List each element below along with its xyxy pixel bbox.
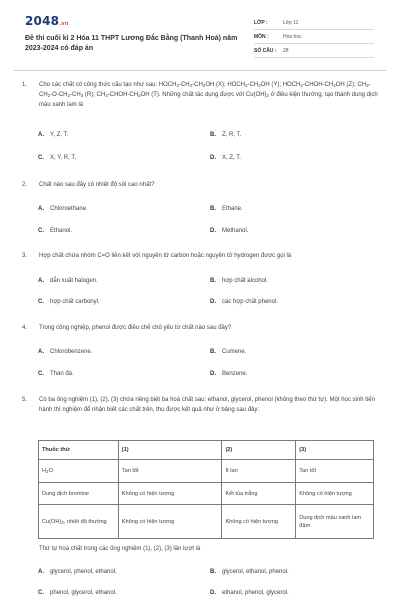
question-1 [22, 80, 382, 110]
meta-count-label: SỐ CÂU : [254, 47, 277, 54]
question-prompt: Thứ tự hoá chất trong các ống nghiệm (1), (2), (3) lần lượt là [39, 546, 201, 552]
option-letter: B. [210, 569, 216, 575]
option-letter: B. [210, 206, 216, 212]
meta-grade-label: LỚP : [254, 19, 268, 26]
table-header-cell: (1) [118, 441, 222, 460]
question-text: Chất nào sau đây có nhiệt độ sôi cao nhất? [39, 182, 155, 188]
question-text: Cho các chất có công thức cấu tạo như sau: $HOCH_2-CH_2-CH_2OH$ (X); $HOCH_2-CH_2OH$ (Y); $HOCH_2-CHOH-CH_2OH$ (Z); $CH_3-CH_2-O-CH_2-CH_3$ (R); $CH_3-CHOH-CH_2OH$ (T). Những chất tác dụng được với $Cu(OH)_2$ ở điều kiện thường, tạo thành dung dịch màu xanh lam là [39, 82, 378, 108]
option-b[interactable] [210, 131, 241, 139]
option-text: Ethanol. [50, 228, 73, 234]
table-row [39, 505, 374, 539]
option-text: dẫn xuất halogen. [50, 278, 98, 284]
option-text: X, Y, R, T. [50, 155, 77, 161]
question-number: 3. [22, 253, 28, 259]
table-header-cell: (2) [222, 441, 296, 460]
page-header [0, 0, 400, 64]
option-text: hợp chất alcohol. [222, 278, 268, 284]
option-letter: A. [38, 206, 44, 212]
question-5-prompt [22, 544, 382, 554]
option-text: Chlorobenzene. [50, 349, 93, 355]
question-number: 1. [22, 82, 28, 88]
option-d[interactable] [210, 589, 289, 597]
exam-title: Đề thi cuối kì 2 Hóa 11 THPT Lương Đắc Bằng (Thanh Hoá) năm 2023-2024 có đáp án [25, 35, 238, 52]
table-cell: Không có hiện tượng [222, 505, 296, 539]
option-a[interactable] [38, 568, 117, 576]
option-c[interactable] [38, 154, 76, 162]
option-a[interactable] [38, 277, 98, 285]
header-divider [14, 70, 386, 71]
logo-suffix: .vn [59, 21, 69, 27]
question-4 [22, 323, 382, 333]
meta-grade-value: Lớp 11 [283, 19, 299, 26]
option-letter: B. [210, 278, 216, 284]
question-5 [22, 395, 382, 415]
meta-count [254, 44, 374, 58]
option-c[interactable] [38, 298, 100, 306]
option-letter: D. [210, 155, 216, 161]
meta-count-value: 28 [283, 47, 289, 54]
option-b[interactable] [210, 568, 289, 576]
meta-subject-value: Hóa học [283, 33, 302, 40]
option-letter: D. [210, 371, 216, 377]
option-letter: D. [210, 228, 216, 234]
option-text: hợp chất carbonyl. [50, 299, 100, 305]
option-letter: A. [38, 132, 44, 138]
table-cell: Không có hiện tượng [118, 505, 222, 539]
option-text: Chloroethane. [50, 206, 88, 212]
question-2 [22, 180, 382, 190]
option-b[interactable] [210, 348, 246, 356]
table-row [39, 483, 374, 505]
table-cell: $H_2O$ [39, 460, 119, 483]
table-cell: Ít tan [222, 460, 296, 483]
question-3 [22, 251, 382, 261]
option-text: phenol, glycerol, ethanol. [50, 590, 117, 596]
option-letter: A. [38, 349, 44, 355]
table-row [39, 460, 374, 483]
option-letter: B. [210, 132, 216, 138]
question-text: Trong công nghiệp, phenol được điều chế chủ yếu từ chất nào sau đây? [39, 325, 232, 331]
results-table [38, 440, 374, 539]
option-c[interactable] [38, 370, 74, 378]
option-a[interactable] [38, 131, 68, 139]
question-text: Có ba ống nghiệm (1), (2), (3) chứa riêng biệt ba hoá chất sau: ethanol, glycerol, phenol (không theo thứ tự). Một học sinh tiến hành thí nghiệm để nhận biết các chất trên, thu được kết quả như ở bảng sau đây: [39, 397, 375, 413]
option-a[interactable] [38, 348, 92, 356]
option-d[interactable] [210, 154, 241, 162]
option-letter: C. [38, 155, 44, 161]
option-text: Ethane. [222, 206, 243, 212]
option-text: glycerol, phenol, ethanol. [50, 569, 117, 575]
option-b[interactable] [210, 277, 268, 285]
option-letter: D. [210, 299, 216, 305]
option-d[interactable] [210, 298, 278, 306]
table-cell: Tan tốt [118, 460, 222, 483]
option-text: Z, R, T. [222, 132, 242, 138]
question-number: 2. [22, 182, 28, 188]
table-cell: Kết tủa trắng [222, 483, 296, 505]
question-text: Hợp chất chứa nhóm C=O liên kết với nguyên tử carbon hoặc nguyên tử hydrogen được gọi là [39, 253, 292, 259]
option-text: Methanol. [222, 228, 249, 234]
table-cell: Tan tốt [296, 460, 374, 483]
option-letter: D. [210, 590, 216, 596]
option-c[interactable] [38, 589, 117, 597]
meta-grade [254, 16, 374, 30]
option-text: glycerol, ethanol, phenol. [222, 569, 289, 575]
table-cell: Không có hiện tượng [118, 483, 222, 505]
option-text: ethanol, phenol, glycerol. [222, 590, 289, 596]
option-letter: A. [38, 569, 44, 575]
option-text: Than đá. [50, 371, 74, 377]
option-letter: C. [38, 371, 44, 377]
question-number: 5. [22, 397, 28, 403]
option-text: Y, Z, T. [50, 132, 69, 138]
option-letter: C. [38, 590, 44, 596]
table-cell: Dung dịch màu xanh lam đậm [296, 505, 374, 539]
option-text: Cumene. [222, 349, 247, 355]
option-b[interactable] [210, 205, 243, 213]
exam-meta [254, 16, 374, 58]
meta-subject-label: MÔN : [254, 33, 269, 40]
table-header-cell: (3) [296, 441, 374, 460]
logo-text: 2048 [25, 14, 60, 28]
option-letter: C. [38, 228, 44, 234]
option-letter: B. [210, 349, 216, 355]
option-d[interactable] [210, 370, 247, 378]
option-text: X, Z, T. [222, 155, 241, 161]
table-header-row [39, 441, 374, 460]
option-text: Benzene. [222, 371, 248, 377]
option-a[interactable] [38, 205, 88, 213]
option-letter: A. [38, 278, 44, 284]
table-header-cell: Thuốc thử [39, 441, 119, 460]
site-logo[interactable] [25, 14, 69, 28]
table-cell: Không có hiện tượng [296, 483, 374, 505]
option-c[interactable] [38, 227, 72, 235]
option-letter: C. [38, 299, 44, 305]
table-cell: Dung dịch bromine [39, 483, 119, 505]
meta-subject [254, 30, 374, 44]
option-text: các hợp chất phenol. [222, 299, 278, 305]
option-d[interactable] [210, 227, 248, 235]
table-cell: $Cu(OH)_2$, nhiệt độ thường [39, 505, 119, 539]
question-number: 4. [22, 325, 28, 331]
